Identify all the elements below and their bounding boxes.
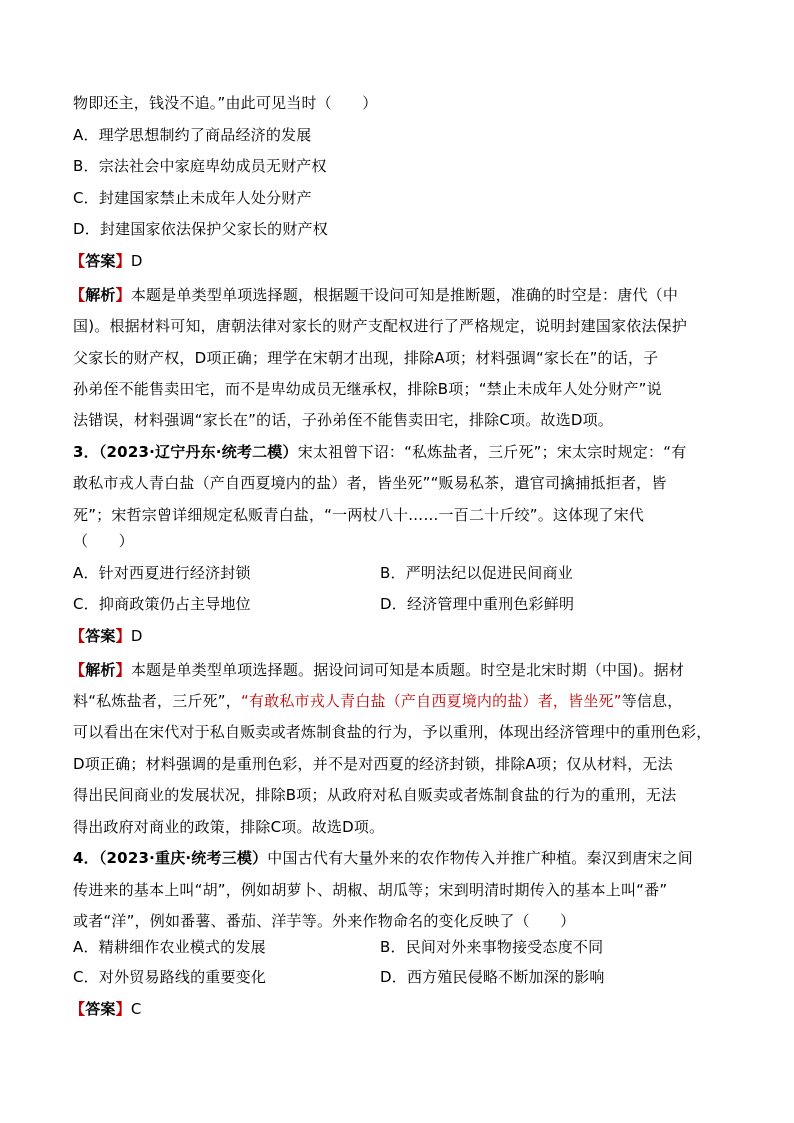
q3-stem-1: 3．（2023·辽宁丹东·统考二模）宋太祖曾下诏：“私炼盐者，三斤死”；宋太宗时规定：“有 [73, 443, 687, 461]
q3-option-b: B．严明法纪以促进民间商业 [380, 564, 573, 582]
q4-option-a: A．精耕细作农业模式的发展 [73, 938, 266, 956]
q2-option-a: A．理学思想制约了商品经济的发展 [73, 126, 312, 144]
q3-options-row-2 [73, 593, 575, 615]
q2-stem-end: 物即还主，钱没不追。”由此可见当时（ ） [73, 94, 378, 112]
q3-option-d: D．经济管理中重刑色彩鲜明 [380, 595, 575, 613]
q3-source: （2023·辽宁丹东·统考二模） [98, 443, 298, 461]
q3-analysis-5: 得出民间商业的发展状况，排除B项；从政府对私自贩卖或者炼制食盐的行为的重刑，无法 [73, 786, 677, 804]
q3-analysis-3: 可以看出在宋代对于私自贩卖或者炼制食盐的行为，予以重刑，体现出经济管理中的重刑色彩， [73, 723, 712, 741]
q2-analysis-3: 父家长的财产权，D项正确；理学在宋朝才出现，排除A项；材料强调“家长在”的话，子 [73, 349, 659, 367]
q4-stem-3: 或者“洋”，例如番薯、番茄、洋芋等。外来作物命名的变化反映了（ ） [73, 912, 576, 930]
q4-source: （2023·重庆·统考三模） [98, 849, 268, 867]
q3-analysis-4: D项正确；材料强调的是重刑色彩，并不是对西夏的经济封锁，排除A项；仅从材料，无法 [73, 755, 673, 773]
q4-options-row-2 [73, 966, 605, 988]
q3-analysis-6: 得出政府对商业的政策，排除C项。故选D项。 [73, 818, 385, 836]
q3-option-a: A．针对西夏进行经济封锁 [73, 564, 251, 582]
q4-option-d: D．西方殖民侵略不断加深的影响 [380, 968, 605, 986]
q3-stem-4: （ ） [73, 532, 134, 550]
q2-analysis-5: 法错误，材料强调“家长在”的话，子孙弟侄不能售卖田宅，排除C项。故选D项。 [73, 411, 613, 429]
q4-number: 4． [73, 849, 99, 867]
q3-analysis-quote: “有敢私市戎人青白盐（产自西夏境内的盐）者，皆坐死” [240, 692, 622, 710]
q4-stem-2: 传进来的基本上叫“胡”，例如胡萝卜、胡椒、胡瓜等；宋到明清时期传入的基本上叫“番” [73, 881, 668, 899]
q3-answer: 【答案】D [70, 627, 143, 645]
q2-analysis-2: 国)。根据材料可知，唐朝法律对家长的财产支配权进行了严格规定，说明封建国家依法保护 [73, 317, 688, 335]
q3-analysis-label: 解析 [85, 661, 116, 679]
q4-answer-value: C [130, 1000, 142, 1018]
q2-answer: 【答案】D [70, 252, 143, 270]
q2-option-d: D．封建国家依法保护父家长的财产权 [73, 220, 328, 238]
q4-answer-label: 答案 [85, 1000, 116, 1018]
q4-stem-1: 4．（2023·重庆·统考三模）中国古代有大量外来的农作物传入并推广种植。秦汉到唐宋之间 [73, 849, 693, 867]
q3-answer-value: D [130, 627, 143, 645]
q3-stem-3: 死”；宋哲宗曾详细规定私贩青白盐，“一两杖八十……一百二十斤绞”。这体现了宋代 [73, 506, 645, 524]
q2-option-c: C．封建国家禁止未成年人处分财产 [73, 189, 312, 207]
q3-answer-label: 答案 [85, 627, 116, 645]
q2-analysis-label: 解析 [85, 286, 116, 304]
q2-option-b: B．宗法社会中家庭卑幼成员无财产权 [73, 157, 327, 175]
q4-option-c: C．对外贸易路线的重要变化 [73, 968, 267, 986]
q3-options-row-1 [73, 562, 573, 584]
q3-number: 3． [73, 443, 99, 461]
q2-analysis-4: 孙弟侄不能售卖田宅，而不是卑幼成员无继承权，排除B项；“禁止未成年人处分财产”说 [73, 380, 662, 398]
q4-answer: 【答案】C [70, 1000, 142, 1018]
q4-options-row-1 [73, 936, 604, 958]
q3-analysis-2: 料“私炼盐者，三斤死”，“有敢私市戎人青白盐（产自西夏境内的盐）者，皆坐死”等信息， [73, 692, 683, 710]
q2-answer-label: 答案 [85, 252, 116, 270]
q3-analysis-1: 【解析】本题是单类型单项选择题。据设问词可知是本质题。时空是北宋时期（中国)。据材 [70, 661, 685, 679]
q2-analysis-1: 【解析】本题是单类型单项选择题，根据题干设问可知是推断题，准确的时空是：唐代（中 [70, 286, 679, 304]
q3-stem-2: 敢私市戎人青白盐（产自西夏境内的盐）者，皆坐死”“贩易私茶，遣官司擒捕抵拒者，皆 [73, 474, 667, 492]
q4-option-b: B．民间对外来事物接受态度不同 [380, 938, 604, 956]
q3-option-c: C．抑商政策仍占主导地位 [73, 595, 251, 613]
q2-answer-value: D [130, 252, 143, 270]
